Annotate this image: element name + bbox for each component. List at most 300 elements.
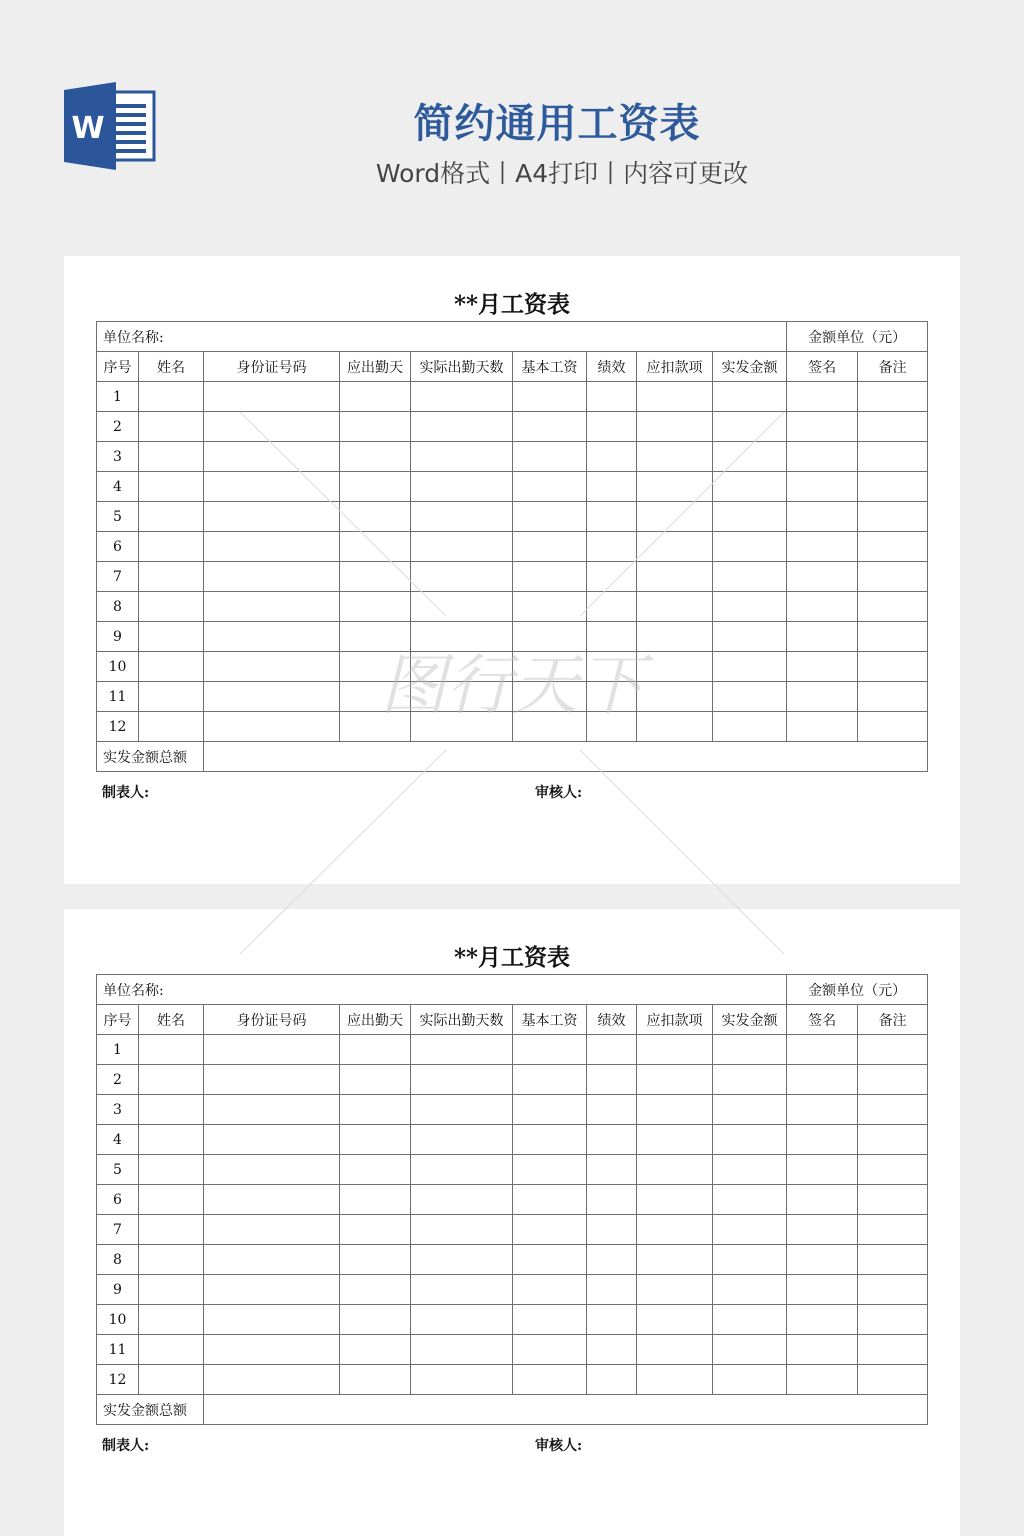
table-row [97,1245,928,1275]
table-cell[interactable] [204,652,340,682]
table-cell[interactable] [139,532,204,562]
table-cell[interactable] [787,622,858,652]
table-cell[interactable] [340,1215,411,1245]
table-row [97,1275,928,1305]
table-cell[interactable] [587,1185,637,1215]
table-cell[interactable] [587,1335,637,1365]
table-cell[interactable] [411,472,513,502]
table-cell[interactable] [340,502,411,532]
table-cell[interactable] [858,532,928,562]
table-cell[interactable] [587,532,637,562]
table-cell[interactable] [513,1155,587,1185]
table-cell[interactable] [513,1215,587,1245]
table-cell[interactable] [513,532,587,562]
table-cell[interactable] [713,532,787,562]
table-cell[interactable] [513,1095,587,1125]
table-cell[interactable] [139,652,204,682]
table-cell[interactable] [713,502,787,532]
row-number: 2 [97,412,139,442]
table-cell[interactable] [204,1365,340,1395]
row-number: 11 [97,1335,139,1365]
total-value-cell[interactable] [204,1395,928,1425]
table-cell[interactable] [340,532,411,562]
table-cell[interactable] [139,1185,204,1215]
table-cell[interactable] [139,442,204,472]
table-row [97,682,928,712]
table-cell[interactable] [787,1215,858,1245]
table-cell[interactable] [587,472,637,502]
table-cell[interactable] [139,712,204,742]
table-cell[interactable] [713,1245,787,1275]
table-cell[interactable] [587,412,637,442]
table-cell[interactable] [587,442,637,472]
table-cell[interactable] [513,622,587,652]
unit-name-label[interactable]: 单位名称: [97,322,787,352]
table-cell[interactable] [411,1305,513,1335]
table-cell[interactable] [713,1275,787,1305]
table-cell[interactable] [139,502,204,532]
table-cell[interactable] [587,1065,637,1095]
table-cell[interactable] [858,382,928,412]
table-cell[interactable] [204,1245,340,1275]
row-number: 5 [97,1155,139,1185]
table-cell[interactable] [858,622,928,652]
table-cell[interactable] [513,562,587,592]
table-cell[interactable] [340,412,411,442]
table-cell[interactable] [587,1155,637,1185]
table-cell[interactable] [858,1065,928,1095]
table-cell[interactable] [637,382,713,412]
table-cell[interactable] [787,1245,858,1275]
table-cell[interactable] [513,442,587,472]
table-cell[interactable] [858,652,928,682]
table-cell[interactable] [637,1185,713,1215]
reviewer-label: 审核人: [535,1438,583,1454]
table-cell[interactable] [858,502,928,532]
row-number: 5 [97,502,139,532]
table-cell[interactable] [637,412,713,442]
table-cell[interactable] [411,562,513,592]
table-cell[interactable] [139,1095,204,1125]
table-cell[interactable] [513,592,587,622]
row-number: 7 [97,562,139,592]
table-cell[interactable] [411,1335,513,1365]
table-cell[interactable] [139,1035,204,1065]
maker-label: 制表人: [102,1438,150,1454]
table-cell[interactable] [139,1065,204,1095]
table-cell[interactable] [139,382,204,412]
table-cell[interactable] [340,1275,411,1305]
table-cell[interactable] [340,1065,411,1095]
table-row [97,412,928,442]
table-cell[interactable] [858,712,928,742]
table-cell[interactable] [513,1185,587,1215]
table-cell[interactable] [713,1305,787,1335]
table-cell[interactable] [787,1095,858,1125]
header-row [97,352,928,382]
table-cell[interactable] [340,682,411,712]
table-row [97,712,928,742]
table-cell[interactable] [340,1305,411,1335]
column-header: 序号 [97,1005,139,1035]
table-cell[interactable] [513,1125,587,1155]
table-cell[interactable] [713,682,787,712]
table-cell[interactable] [713,1335,787,1365]
table-cell[interactable] [713,412,787,442]
table-cell[interactable] [411,1245,513,1275]
table-cell[interactable] [637,502,713,532]
table-cell[interactable] [411,532,513,562]
table-cell[interactable] [340,1125,411,1155]
table-cell[interactable] [713,442,787,472]
table-cell[interactable] [787,1125,858,1155]
table-cell[interactable] [858,562,928,592]
row-number: 11 [97,682,139,712]
table-cell[interactable] [340,442,411,472]
column-header: 序号 [97,352,139,382]
header-row [97,1005,928,1035]
table-cell[interactable] [787,1065,858,1095]
table-cell[interactable] [204,622,340,652]
table-cell[interactable] [787,1155,858,1185]
table-cell[interactable] [411,382,513,412]
page-subtitle: Word格式丨A4打印丨内容可更改 [375,159,749,188]
table-cell[interactable] [637,1095,713,1125]
table-cell[interactable] [787,562,858,592]
table-cell[interactable] [204,1215,340,1245]
table-cell[interactable] [587,1215,637,1245]
column-header: 应出勤天 [340,1005,411,1035]
table-cell[interactable] [587,652,637,682]
table-row [97,442,928,472]
table-cell[interactable] [637,682,713,712]
reviewer-label: 审核人: [535,785,583,801]
table-row [97,592,928,622]
table-cell[interactable] [204,592,340,622]
column-header: 备注 [858,1005,928,1035]
table-cell[interactable] [787,712,858,742]
table-cell[interactable] [858,1185,928,1215]
table-cell[interactable] [713,712,787,742]
sheet-title: **月工资表 [453,944,571,971]
table-cell[interactable] [411,1215,513,1245]
table-cell[interactable] [858,1155,928,1185]
table-cell[interactable] [411,1155,513,1185]
table-cell[interactable] [204,1065,340,1095]
table-cell[interactable] [637,562,713,592]
table-cell[interactable] [587,1245,637,1275]
table-cell[interactable] [858,1365,928,1395]
table-cell[interactable] [411,1035,513,1065]
table-cell[interactable] [713,1095,787,1125]
table-cell[interactable] [411,682,513,712]
table-cell[interactable] [411,652,513,682]
table-cell[interactable] [340,472,411,502]
table-cell[interactable] [340,1365,411,1395]
table-cell[interactable] [513,1065,587,1095]
table-cell[interactable] [204,712,340,742]
amount-unit-label: 金额单位（元） [787,975,928,1005]
table-row [97,1155,928,1185]
table-cell[interactable] [637,1275,713,1305]
table-row [97,1335,928,1365]
table-cell[interactable] [513,712,587,742]
table-cell[interactable] [587,1365,637,1395]
table-cell[interactable] [513,412,587,442]
table-cell[interactable] [204,442,340,472]
table-cell[interactable] [204,682,340,712]
table-cell[interactable] [637,1305,713,1335]
table-cell[interactable] [139,1305,204,1335]
table-cell[interactable] [204,412,340,442]
table-row [97,382,928,412]
table-cell[interactable] [204,382,340,412]
table-cell[interactable] [340,1185,411,1215]
table-cell[interactable] [513,382,587,412]
table-row [97,1215,928,1245]
table-cell[interactable] [858,412,928,442]
column-header: 姓名 [139,352,204,382]
table-cell[interactable] [513,652,587,682]
table-cell[interactable] [587,712,637,742]
table-cell[interactable] [139,562,204,592]
table-cell[interactable] [587,382,637,412]
table-cell[interactable] [713,592,787,622]
table-cell[interactable] [787,472,858,502]
table-cell[interactable] [637,1215,713,1245]
table-cell[interactable] [587,592,637,622]
row-number: 9 [97,1275,139,1305]
table-cell[interactable] [340,1095,411,1125]
table-cell[interactable] [858,1215,928,1245]
table-cell[interactable] [637,622,713,652]
table-cell[interactable] [340,712,411,742]
row-number: 10 [97,652,139,682]
table-row [97,502,928,532]
table-cell[interactable] [713,472,787,502]
table-cell[interactable] [637,472,713,502]
table-cell[interactable] [139,1335,204,1365]
table-cell[interactable] [587,682,637,712]
table-cell[interactable] [513,502,587,532]
table-cell[interactable] [204,1155,340,1185]
table-cell[interactable] [204,1275,340,1305]
table-cell[interactable] [513,1305,587,1335]
table-cell[interactable] [204,1095,340,1125]
table-cell[interactable] [411,1365,513,1395]
table-cell[interactable] [139,1245,204,1275]
table-cell[interactable] [204,1305,340,1335]
table-cell[interactable] [637,1335,713,1365]
row-number: 8 [97,592,139,622]
table-cell[interactable] [139,472,204,502]
table-cell[interactable] [787,412,858,442]
table-cell[interactable] [139,1275,204,1305]
table-cell[interactable] [858,1305,928,1335]
table-cell[interactable] [858,1125,928,1155]
table-cell[interactable] [340,652,411,682]
table-cell[interactable] [411,1065,513,1095]
table-cell[interactable] [637,1155,713,1185]
table-cell[interactable] [858,442,928,472]
table-cell[interactable] [587,1275,637,1305]
table-cell[interactable] [858,682,928,712]
table-cell[interactable] [713,652,787,682]
table-row [97,1185,928,1215]
column-header: 实际出勤天数 [411,1005,513,1035]
table-cell[interactable] [787,1035,858,1065]
table-cell[interactable] [340,592,411,622]
table-cell[interactable] [139,1365,204,1395]
table-cell[interactable] [513,1365,587,1395]
table-cell[interactable] [587,1095,637,1125]
svg-text:图行天下: 图行天下 [380,647,644,724]
table-cell[interactable] [713,1215,787,1245]
table-cell[interactable] [637,592,713,622]
row-number: 3 [97,1095,139,1125]
table-cell[interactable] [637,1065,713,1095]
table-cell[interactable] [411,622,513,652]
column-header: 签名 [787,1005,858,1035]
row-number: 7 [97,1215,139,1245]
column-header: 基本工资 [513,352,587,382]
table-cell[interactable] [787,652,858,682]
table-cell[interactable] [139,622,204,652]
table-cell[interactable] [787,502,858,532]
table-cell[interactable] [411,1275,513,1305]
unit-row [97,322,928,352]
row-number: 1 [97,1035,139,1065]
table-cell[interactable] [713,1365,787,1395]
table-cell[interactable] [204,1125,340,1155]
table-cell[interactable] [858,1245,928,1275]
table-cell[interactable] [411,1185,513,1215]
table-cell[interactable] [587,1305,637,1335]
total-row [97,1395,928,1425]
table-cell[interactable] [713,1035,787,1065]
total-row [97,742,928,772]
table-cell[interactable] [858,592,928,622]
table-cell[interactable] [787,592,858,622]
table-cell[interactable] [787,442,858,472]
column-header: 绩效 [587,1005,637,1035]
table-cell[interactable] [139,1155,204,1185]
table-cell[interactable] [858,1335,928,1365]
table-cell[interactable] [139,1125,204,1155]
table-cell[interactable] [637,532,713,562]
row-number: 1 [97,382,139,412]
table-cell[interactable] [787,1335,858,1365]
table-cell[interactable] [513,1275,587,1305]
table-row [97,472,928,502]
unit-name-label[interactable]: 单位名称: [97,975,787,1005]
table-cell[interactable] [411,442,513,472]
table-cell[interactable] [139,412,204,442]
table-cell[interactable] [340,622,411,652]
table-cell[interactable] [340,382,411,412]
column-header: 应扣款项 [637,352,713,382]
table-cell[interactable] [204,562,340,592]
table-cell[interactable] [787,1275,858,1305]
table-cell[interactable] [139,682,204,712]
table-cell[interactable] [858,1095,928,1125]
table-cell[interactable] [637,1125,713,1155]
table-cell[interactable] [204,532,340,562]
table-cell[interactable] [637,712,713,742]
table-cell[interactable] [637,442,713,472]
table-cell[interactable] [139,1215,204,1245]
table-cell[interactable] [204,502,340,532]
table-row [97,1095,928,1125]
table-cell[interactable] [637,1245,713,1275]
table-cell[interactable] [787,1185,858,1215]
table-cell[interactable] [411,1125,513,1155]
table-cell[interactable] [204,1335,340,1365]
payroll-sheet-1 [64,256,960,884]
table-cell[interactable] [340,1155,411,1185]
table-cell[interactable] [513,1035,587,1065]
table-cell[interactable] [513,1245,587,1275]
table-cell[interactable] [411,1095,513,1125]
table-cell[interactable] [713,562,787,592]
table-cell[interactable] [637,1365,713,1395]
payroll-table [96,321,928,772]
table-cell[interactable] [204,1035,340,1065]
table-cell[interactable] [587,562,637,592]
table-cell[interactable] [587,1035,637,1065]
table-cell[interactable] [587,622,637,652]
table-cell[interactable] [411,712,513,742]
column-header: 应扣款项 [637,1005,713,1035]
table-cell[interactable] [340,1035,411,1065]
table-cell[interactable] [411,502,513,532]
table-cell[interactable] [587,1125,637,1155]
table-cell[interactable] [139,592,204,622]
table-cell[interactable] [637,1035,713,1065]
table-cell[interactable] [713,1185,787,1215]
table-cell[interactable] [713,1155,787,1185]
page-header [0,0,1024,250]
total-value-cell[interactable] [204,742,928,772]
table-cell[interactable] [858,1035,928,1065]
table-cell[interactable] [787,532,858,562]
table-cell[interactable] [204,472,340,502]
table-cell[interactable] [340,1245,411,1275]
table-cell[interactable] [787,1305,858,1335]
table-cell[interactable] [858,472,928,502]
table-cell[interactable] [713,1125,787,1155]
table-cell[interactable] [713,382,787,412]
table-cell[interactable] [787,382,858,412]
table-cell[interactable] [858,1275,928,1305]
table-cell[interactable] [204,1185,340,1215]
table-cell[interactable] [340,562,411,592]
table-cell[interactable] [587,502,637,532]
table-cell[interactable] [787,682,858,712]
table-cell[interactable] [340,1335,411,1365]
table-cell[interactable] [513,1335,587,1365]
table-cell[interactable] [637,652,713,682]
column-header: 身份证号码 [204,352,340,382]
table-cell[interactable] [713,622,787,652]
table-cell[interactable] [787,1365,858,1395]
payroll-table [96,974,928,1425]
table-cell[interactable] [513,472,587,502]
table-cell[interactable] [411,412,513,442]
table-cell[interactable] [713,1065,787,1095]
table-cell[interactable] [411,592,513,622]
table-cell[interactable] [513,682,587,712]
